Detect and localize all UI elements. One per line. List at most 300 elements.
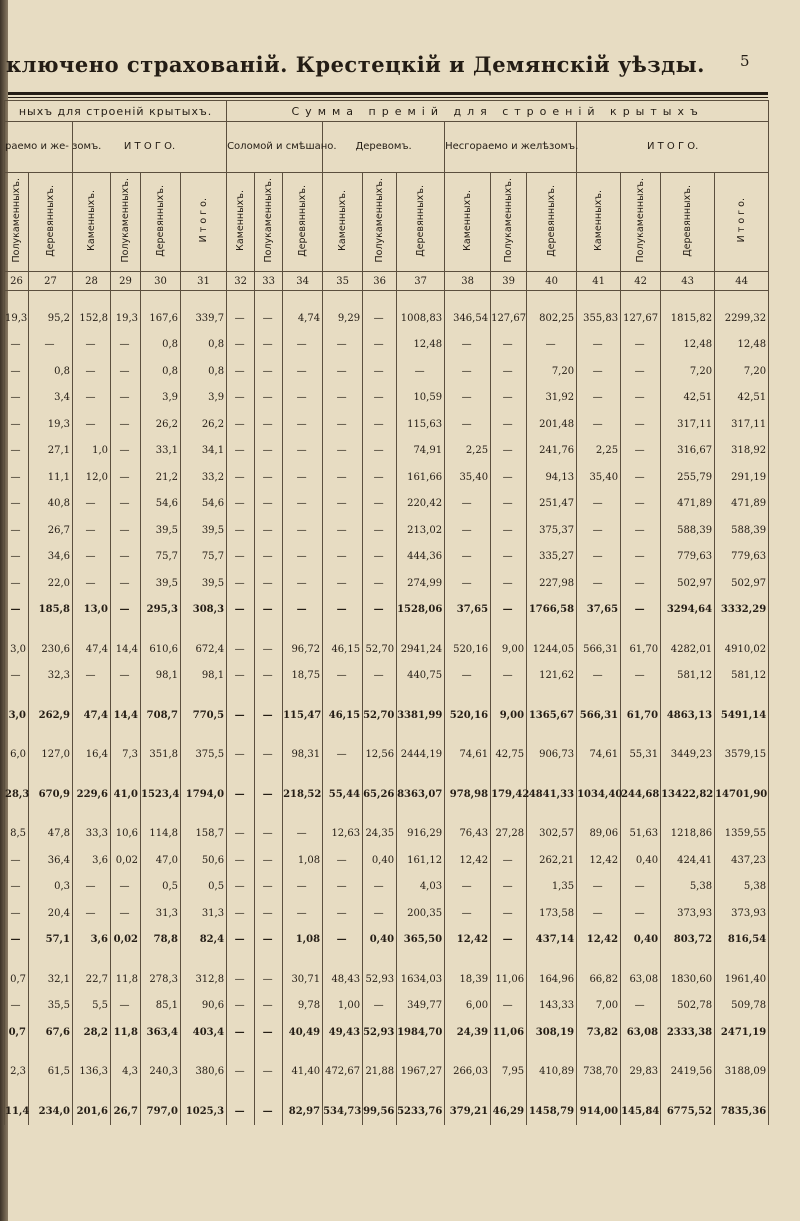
table-cell: 42,51	[715, 385, 769, 412]
table-cell: 82,4	[181, 927, 227, 954]
table-cell: —	[283, 570, 323, 597]
table-cell: —	[255, 411, 283, 438]
table-cell: 34,1	[181, 438, 227, 465]
table-cell: 41,40	[283, 1059, 323, 1086]
table-cell: 738,70	[577, 1059, 621, 1086]
table-cell: —	[283, 438, 323, 465]
table-cell: 610,6	[141, 636, 181, 663]
table-cell: 12,0	[73, 464, 111, 491]
table-cell: 0,8	[141, 332, 181, 359]
column-label	[661, 173, 715, 272]
table-cell: 0,3	[29, 874, 73, 901]
table-cell: 85,1	[141, 993, 181, 1020]
table-cell: 1365,67	[527, 702, 577, 729]
column-label-text: И т о г о.	[736, 198, 748, 243]
table-cell: —	[73, 385, 111, 412]
table-cell: 816,54	[715, 927, 769, 954]
table-cell: —	[283, 597, 323, 624]
table-cell: —	[363, 874, 397, 901]
table-cell: 218,52	[283, 781, 323, 808]
table-cell: 12,42	[445, 927, 491, 954]
table-cell: 0,5	[141, 874, 181, 901]
table-cell: 158,7	[181, 821, 227, 848]
table-cell: —	[255, 332, 283, 359]
table-cell: —	[283, 491, 323, 518]
table-cell: 47,0	[141, 847, 181, 874]
table-cell: —	[363, 993, 397, 1020]
table-cell: 471,89	[715, 491, 769, 518]
table-cell: —	[227, 517, 255, 544]
table-cell: 3381,99	[397, 702, 445, 729]
column-label	[577, 173, 621, 272]
table-cell: —	[323, 358, 363, 385]
column-number: 29	[111, 272, 141, 291]
section-gap	[5, 623, 769, 636]
table-cell: —	[363, 385, 397, 412]
table-cell: —	[445, 570, 491, 597]
table-cell: —	[227, 570, 255, 597]
table-row	[5, 385, 769, 412]
table-cell: 32,3	[29, 663, 73, 690]
table-cell: —	[5, 663, 29, 690]
page-number: 5	[740, 52, 750, 70]
table-cell: —	[5, 874, 29, 901]
table-cell: 36,4	[29, 847, 73, 874]
table-cell: —	[323, 874, 363, 901]
table-cell: 262,9	[29, 702, 73, 729]
table-cell: —	[111, 438, 141, 465]
table-cell: —	[227, 385, 255, 412]
table-cell: 914,00	[577, 1098, 621, 1125]
table-cell: —	[111, 570, 141, 597]
table-cell: —	[283, 900, 323, 927]
table-cell: —	[363, 663, 397, 690]
table-cell: —	[363, 411, 397, 438]
table-cell: —	[491, 993, 527, 1020]
table-cell: —	[255, 438, 283, 465]
table-cell: —	[577, 385, 621, 412]
table-cell: —	[5, 491, 29, 518]
table-cell: —	[577, 491, 621, 518]
table-cell: —	[227, 597, 255, 624]
table-cell: 66,82	[577, 966, 621, 993]
table-cell: 802,25	[527, 305, 577, 332]
table-cell: 581,12	[715, 663, 769, 690]
column-label	[181, 173, 227, 272]
table-cell: 0,8	[29, 358, 73, 385]
table-cell: 1794,0	[181, 781, 227, 808]
table-row	[5, 1059, 769, 1086]
table-cell: 3,9	[141, 385, 181, 412]
table-cell: —	[255, 1059, 283, 1086]
table-cell: 40,49	[283, 1019, 323, 1046]
table-cell: 14,4	[111, 702, 141, 729]
table-cell: 234,0	[29, 1098, 73, 1125]
table-cell: 0,8	[181, 358, 227, 385]
table-cell: —	[577, 570, 621, 597]
column-label-text: Полукаменныхъ.	[263, 178, 275, 263]
table-cell: 7835,36	[715, 1098, 769, 1125]
table-cell: —	[621, 464, 661, 491]
table-cell: —	[445, 491, 491, 518]
table-cell: 75,7	[141, 544, 181, 571]
table-cell: 349,77	[397, 993, 445, 1020]
table-cell: —	[363, 900, 397, 927]
column-label	[29, 173, 73, 272]
table-cell: —	[491, 411, 527, 438]
table-cell: 9,78	[283, 993, 323, 1020]
table-cell: —	[283, 411, 323, 438]
table-cell: 2299,32	[715, 305, 769, 332]
table-cell: 3294,64	[661, 597, 715, 624]
section-gap	[5, 1085, 769, 1098]
table-cell: —	[255, 702, 283, 729]
table-cell: —	[283, 517, 323, 544]
column-label-text: Каменныхъ.	[235, 190, 247, 251]
table-cell: 14701,90	[715, 781, 769, 808]
table-cell: 339,7	[181, 305, 227, 332]
table-cell: —	[323, 570, 363, 597]
table-cell: 708,7	[141, 702, 181, 729]
table-cell: —	[363, 491, 397, 518]
table-cell: 779,63	[715, 544, 769, 571]
table-cell: 11,8	[111, 1019, 141, 1046]
table-cell: —	[255, 570, 283, 597]
table-cell: —	[577, 517, 621, 544]
table-cell: —	[227, 874, 255, 901]
table-cell: —	[323, 900, 363, 927]
table-cell: —	[111, 464, 141, 491]
table-row	[5, 874, 769, 901]
table-cell: 42,75	[491, 742, 527, 769]
table-cell: —	[283, 874, 323, 901]
table-cell: —	[577, 358, 621, 385]
table-cell: —	[323, 597, 363, 624]
table-cell: 4282,01	[661, 636, 715, 663]
table-cell: —	[363, 358, 397, 385]
table-row	[5, 636, 769, 663]
column-number: 37	[397, 272, 445, 291]
table-cell: 4910,02	[715, 636, 769, 663]
table-cell: 12,42	[577, 847, 621, 874]
table-cell: —	[227, 438, 255, 465]
table-cell: 1218,86	[661, 821, 715, 848]
table-cell: 502,78	[661, 993, 715, 1020]
column-label-text: Полукаменныхъ.	[635, 178, 647, 263]
table-cell: 230,6	[29, 636, 73, 663]
table-row	[5, 663, 769, 690]
table-cell: —	[255, 821, 283, 848]
table-cell: 39,5	[141, 517, 181, 544]
table-cell: 11,8	[111, 966, 141, 993]
table-cell: —	[577, 411, 621, 438]
table-cell: 98,31	[283, 742, 323, 769]
table-cell: —	[621, 663, 661, 690]
table-cell: 502,97	[715, 570, 769, 597]
table-cell: —	[255, 927, 283, 954]
table-cell: —	[621, 332, 661, 359]
table-cell: 7,00	[577, 993, 621, 1020]
table-cell: 74,61	[445, 742, 491, 769]
table-cell: —	[111, 358, 141, 385]
table-row	[5, 742, 769, 769]
table-cell: —	[621, 597, 661, 624]
table-cell: 0,5	[181, 874, 227, 901]
table-cell: 906,73	[527, 742, 577, 769]
table-cell: 3332,29	[715, 597, 769, 624]
table-cell: 1,08	[283, 927, 323, 954]
table-cell: —	[227, 900, 255, 927]
table-cell: —	[255, 847, 283, 874]
table-cell: 4,03	[397, 874, 445, 901]
table-cell: 52,93	[363, 1019, 397, 1046]
table-cell: —	[73, 491, 111, 518]
table-cell: 1,0	[73, 438, 111, 465]
table-cell: 5233,76	[397, 1098, 445, 1125]
table-cell: 55,31	[621, 742, 661, 769]
table-cell: —	[5, 597, 29, 624]
table-cell: 54,6	[141, 491, 181, 518]
table-cell: 35,40	[577, 464, 621, 491]
table-cell: 240,3	[141, 1059, 181, 1086]
table-cell: —	[227, 1059, 255, 1086]
table-cell: —	[323, 517, 363, 544]
column-label	[621, 173, 661, 272]
table-cell: 566,31	[577, 702, 621, 729]
table-cell: 61,70	[621, 702, 661, 729]
table-cell: 12,48	[715, 332, 769, 359]
table-cell: —	[73, 332, 111, 359]
subheader-derevom: Деревомъ.	[323, 122, 445, 173]
table-cell: 34,6	[29, 544, 73, 571]
table-cell: —	[363, 517, 397, 544]
table-cell: —	[5, 544, 29, 571]
table-cell: 2471,19	[715, 1019, 769, 1046]
table-cell: 779,63	[661, 544, 715, 571]
column-number: 34	[283, 272, 323, 291]
table-cell: —	[227, 544, 255, 571]
table-cell: 1,00	[323, 993, 363, 1020]
table-cell: —	[527, 332, 577, 359]
table-cell: —	[227, 1098, 255, 1125]
table-cell: —	[491, 385, 527, 412]
table-cell: 317,11	[715, 411, 769, 438]
table-cell: 670,9	[29, 781, 73, 808]
column-label	[283, 173, 323, 272]
table-cell: —	[227, 702, 255, 729]
column-number: 44	[715, 272, 769, 291]
table-cell: 373,93	[661, 900, 715, 927]
section-gap	[5, 953, 769, 966]
table-cell: —	[111, 663, 141, 690]
table-cell: —	[5, 464, 29, 491]
table-row	[5, 358, 769, 385]
table-cell: —	[621, 993, 661, 1020]
table-cell: —	[283, 544, 323, 571]
table-cell: 31,3	[141, 900, 181, 927]
table-cell: 26,2	[181, 411, 227, 438]
table-cell: —	[363, 332, 397, 359]
table-cell: 46,15	[323, 702, 363, 729]
table-cell: 4863,13	[661, 702, 715, 729]
table-cell: —	[491, 358, 527, 385]
table-row	[5, 1098, 769, 1125]
table-cell: 29,83	[621, 1059, 661, 1086]
table-cell: —	[323, 464, 363, 491]
table-cell: 24,39	[445, 1019, 491, 1046]
table-cell: 14,4	[111, 636, 141, 663]
table-cell: 78,8	[141, 927, 181, 954]
table-cell: 403,4	[181, 1019, 227, 1046]
table-cell: 4,74	[283, 305, 323, 332]
table-cell: —	[445, 332, 491, 359]
table-cell: 46,29	[491, 1098, 527, 1125]
column-label	[397, 173, 445, 272]
table-cell: 31,92	[527, 385, 577, 412]
table-cell: 437,14	[527, 927, 577, 954]
table-cell: 37,65	[445, 597, 491, 624]
table-row	[5, 702, 769, 729]
table-cell: 19,3	[5, 305, 29, 332]
column-label-text: Полукаменныхъ.	[120, 178, 131, 263]
table-cell: —	[577, 332, 621, 359]
table-cell: 33,2	[181, 464, 227, 491]
table-cell: —	[111, 385, 141, 412]
table-cell: 7,20	[715, 358, 769, 385]
column-number: 42	[621, 272, 661, 291]
table-cell: 7,20	[661, 358, 715, 385]
table-cell: 12,42	[577, 927, 621, 954]
table-cell: 1034,40	[577, 781, 621, 808]
column-label	[73, 173, 111, 272]
table-cell: 0,40	[363, 927, 397, 954]
column-number: 30	[141, 272, 181, 291]
table-cell: —	[73, 544, 111, 571]
table-cell: 302,57	[527, 821, 577, 848]
table-cell: 295,3	[141, 597, 181, 624]
table-cell: 363,4	[141, 1019, 181, 1046]
table-cell: 12,63	[323, 821, 363, 848]
table-cell: —	[621, 358, 661, 385]
column-label	[491, 173, 527, 272]
table-cell: 3,9	[181, 385, 227, 412]
table-row	[5, 438, 769, 465]
table-cell: 424,41	[661, 847, 715, 874]
column-number: 33	[255, 272, 283, 291]
table-cell: 33,1	[141, 438, 181, 465]
table-cell: 12,48	[661, 332, 715, 359]
table-cell: —	[323, 332, 363, 359]
table-cell: 244,68	[621, 781, 661, 808]
table-cell: 49,43	[323, 1019, 363, 1046]
table-cell: 40,8	[29, 491, 73, 518]
table-cell: 9,00	[491, 636, 527, 663]
table-cell: 22,0	[29, 570, 73, 597]
table-cell: 90,6	[181, 993, 227, 1020]
table-cell: —	[445, 385, 491, 412]
table-cell: 19,3	[29, 411, 73, 438]
table-cell: 471,89	[661, 491, 715, 518]
table-cell: 24,35	[363, 821, 397, 848]
table-cell: 1,35	[527, 874, 577, 901]
table-cell: 379,21	[445, 1098, 491, 1125]
table-cell: —	[227, 358, 255, 385]
table-cell: —	[5, 411, 29, 438]
table-cell: —	[5, 517, 29, 544]
table-cell: 251,47	[527, 491, 577, 518]
table-cell: 2419,56	[661, 1059, 715, 1086]
column-number: 27	[29, 272, 73, 291]
table-cell: 278,3	[141, 966, 181, 993]
table-cell: 136,3	[73, 1059, 111, 1086]
table-cell: 54,6	[181, 491, 227, 518]
table-cell: —	[227, 305, 255, 332]
table-cell: 28,2	[73, 1019, 111, 1046]
table-cell: 201,48	[527, 411, 577, 438]
table-cell: —	[255, 597, 283, 624]
table-cell: 94,13	[527, 464, 577, 491]
table-cell: —	[5, 570, 29, 597]
table-cell: 26,7	[111, 1098, 141, 1125]
table-cell: 26,2	[141, 411, 181, 438]
table-row	[5, 570, 769, 597]
table-cell: 213,02	[397, 517, 445, 544]
column-number: 28	[73, 272, 111, 291]
table-cell: —	[445, 900, 491, 927]
table-cell: 98,1	[141, 663, 181, 690]
table-cell: —	[227, 966, 255, 993]
table-cell: —	[323, 411, 363, 438]
table-cell: —	[255, 966, 283, 993]
table-cell: 502,97	[661, 570, 715, 597]
table-cell: 51,63	[621, 821, 661, 848]
table-cell: —	[255, 1098, 283, 1125]
table-cell: 32,1	[29, 966, 73, 993]
table-cell: 11,4	[5, 1098, 29, 1125]
table-cell: 1025,3	[181, 1098, 227, 1125]
table-cell: 3,6	[73, 927, 111, 954]
table-cell: 12,56	[363, 742, 397, 769]
table-cell: 8,5	[5, 821, 29, 848]
table-cell: 99,56	[363, 1098, 397, 1125]
table-cell: —	[29, 332, 73, 359]
table-cell: —	[445, 517, 491, 544]
table-cell: —	[363, 464, 397, 491]
section-gap	[5, 768, 769, 781]
table-cell: 200,35	[397, 900, 445, 927]
table-cell: 127,67	[621, 305, 661, 332]
table-cell: 588,39	[715, 517, 769, 544]
table-cell: 255,79	[661, 464, 715, 491]
table-cell: 520,16	[445, 636, 491, 663]
table-cell: 127,67	[491, 305, 527, 332]
table-cell: 1528,06	[397, 597, 445, 624]
table-cell: —	[491, 927, 527, 954]
table-cell: 127,0	[29, 742, 73, 769]
table-cell: 52,70	[363, 636, 397, 663]
table-cell: 335,27	[527, 544, 577, 571]
table-row	[5, 544, 769, 571]
table-cell: —	[445, 874, 491, 901]
table-cell: 179,42	[491, 781, 527, 808]
table-cell: 410,89	[527, 1059, 577, 1086]
column-number: 38	[445, 272, 491, 291]
column-number: 36	[363, 272, 397, 291]
table-cell: —	[227, 464, 255, 491]
table-cell: —	[5, 847, 29, 874]
table-cell: —	[491, 663, 527, 690]
table-cell: —	[111, 491, 141, 518]
